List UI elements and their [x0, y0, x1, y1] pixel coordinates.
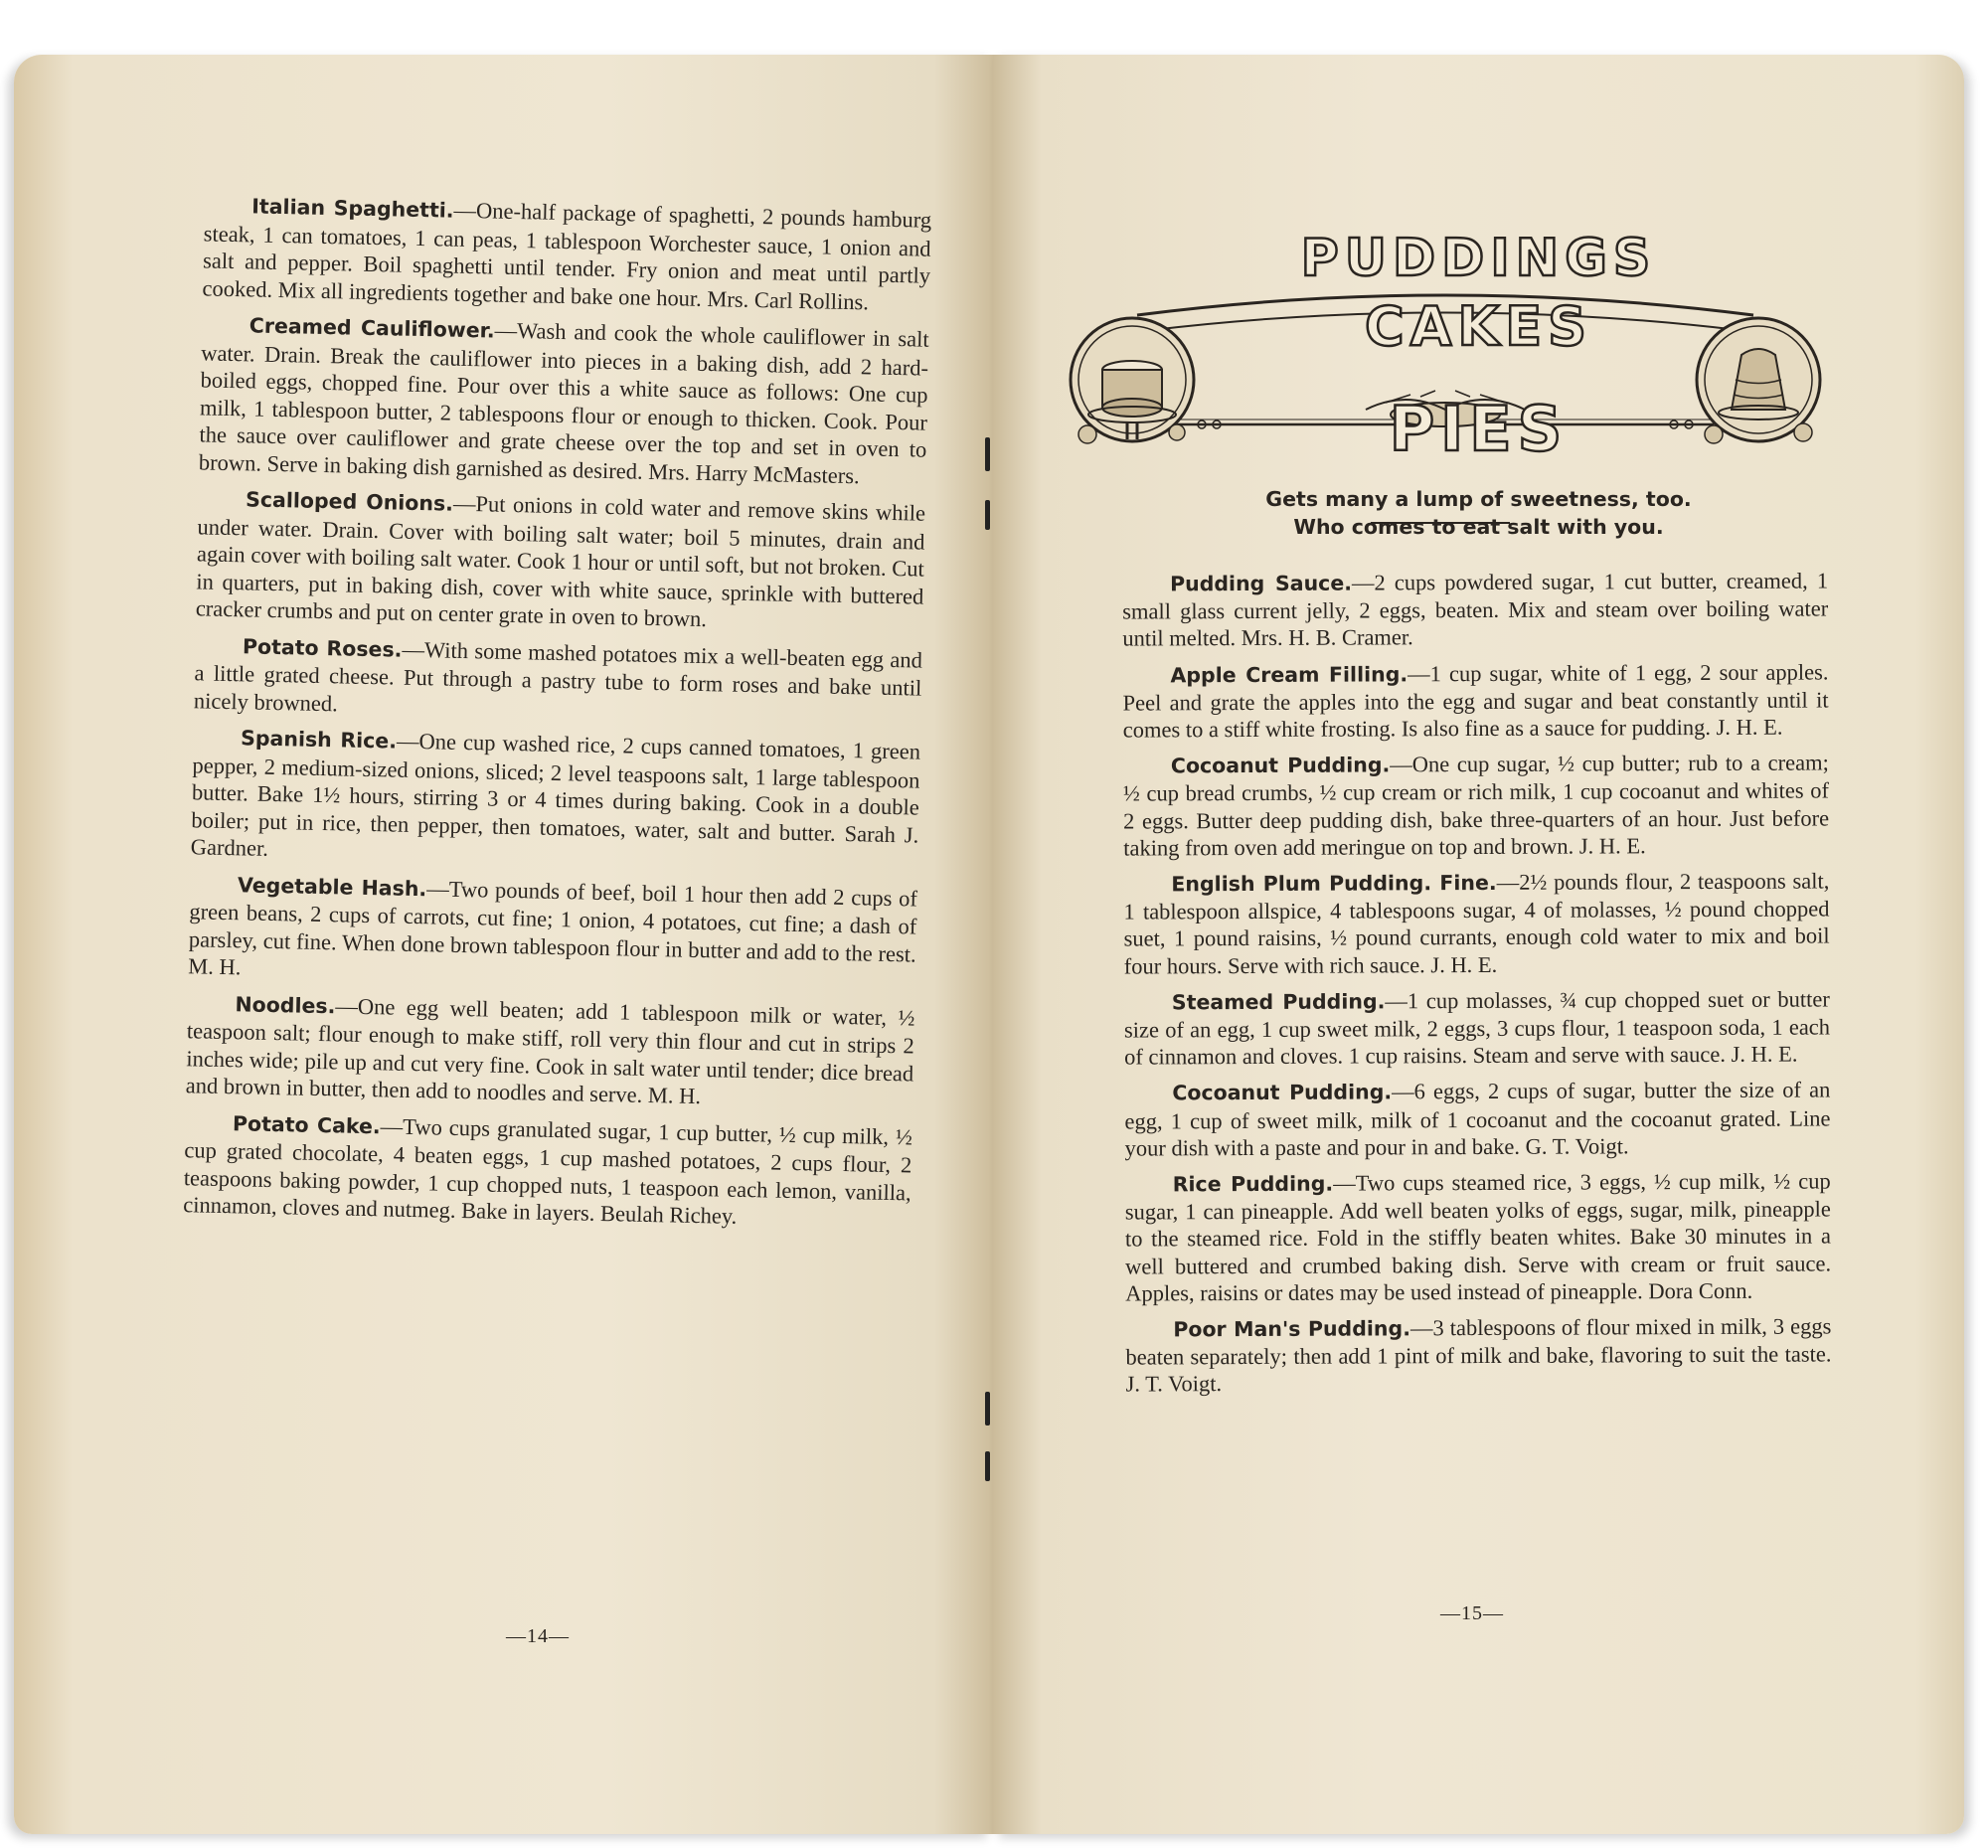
- binding-staple-mark: [985, 1451, 990, 1481]
- recipe: [199, 310, 929, 490]
- heading-line-2: CAKES: [1364, 295, 1593, 358]
- recipe-title: Cocoanut Pudding.: [1172, 1080, 1393, 1105]
- binding-staple-mark: [985, 1392, 990, 1426]
- recipe-text: —2½ pounds flour, 2 teaspoons salt, 1 tablespoon allspice, 4 tablespoons sugar, 4 of molasses, ½ pound chopped suet, 1 pound raisins, ½ pound currants, enough cold water to mix and boil four hours. Serve with rich sauce. J. H. E.: [1123, 868, 1830, 979]
- recipe-title: English Plum Pudding. Fine.: [1171, 870, 1497, 897]
- recipe: [202, 191, 931, 316]
- recipe: [1122, 567, 1828, 652]
- recipe-text: —One egg well beaten; add 1 tablespoon milk or water, ½ teaspoon salt; flour enough to make stiff, roll very thin flour and cut in strips 2 inches wide; pile up and cut very fine. Cook in salt water until tender; dice bread and brown in butter, then add to noodles and serve. M. H.: [185, 992, 915, 1109]
- recipe-title: Italian Spaghetti.: [251, 194, 454, 223]
- verse-line-1: Gets many a lump of sweetness, too.: [1265, 487, 1692, 511]
- recipe-text: —Two pounds of beef, boil 1 hour then add 2 cups of green beans, 2 cups of carrots, cut fine; 1 onion, 4 potatoes, cut fine; a dash of parsley, cut fine. When done brown tablespoon flour in butter and add to the rest. M. H.: [188, 875, 918, 980]
- recipe-text: —Two cups steamed rice, 3 eggs, ½ cup milk, ½ cup sugar, 1 can pineapple. Add well beaten yolks of eggs, sugar, milk, pineapple to the steamed rice. Fold in the stiffly beaten whites. Bake 30 minutes in a well buttered and crumbed baking dish. Serve with cream or fruit sauce. Apples, raisins or dates may be used instead of pineapple. Dora Conn.: [1124, 1168, 1832, 1306]
- left-page: [14, 55, 993, 1834]
- binding-staple-mark: [985, 437, 990, 471]
- left-recipe-column: [183, 191, 932, 1243]
- recipe: [196, 484, 926, 637]
- recipe-text: —3 tablespoons of flour mixed in milk, 3 eggs beaten separately; then add 1 pint of milk and bake, flavoring to suit the taste. J. T. Voigt.: [1125, 1313, 1832, 1398]
- recipe: [1123, 750, 1829, 862]
- recipe: [191, 723, 921, 876]
- heading-line-1: PUDDINGS: [1300, 229, 1657, 288]
- right-recipe-column: [1122, 567, 1832, 1407]
- recipe: [1125, 1168, 1832, 1307]
- recipe-title: Vegetable Hash.: [237, 872, 427, 901]
- recipe-title: Potato Roses.: [242, 633, 403, 662]
- open-book: [14, 55, 1964, 1834]
- recipe: [1124, 1077, 1830, 1162]
- heading-line-3: PIES: [1389, 393, 1569, 465]
- recipe: [185, 989, 914, 1114]
- recipe-title: Steamed Pudding.: [1171, 989, 1386, 1015]
- recipe-title: Noodles.: [235, 991, 336, 1018]
- recipe-text: —1 cup molasses, ¾ cup chopped suet or butter size of an egg, 1 cup sweet milk, 2 eggs, 3 cups flour, 1 teaspoon soda, 1 each of cinnamon and cloves. 1 cup raisins. Steam and serve with sauce. J. H. E.: [1123, 986, 1831, 1070]
- recipe: [1122, 658, 1828, 744]
- recipe: [188, 870, 917, 995]
- recipe-text: —2 cups powdered sugar, 1 cut butter, creamed, 1 small glass current jelly, 2 eggs, beaten. Mix and steam over boiling water until melted. Mrs. H. B. Cramer.: [1122, 568, 1829, 651]
- recipe-text: —6 eggs, 2 cups of sugar, butter the size of an egg, 1 cup of sweet milk, milk of 1 cocoanut and the cocoanut grated. Line your dish with a paste and pour in and bake. G. T. Voigt.: [1124, 1077, 1831, 1161]
- recipe: [1123, 867, 1829, 979]
- recipe-text: —One-half package of spaghetti, 2 pounds hamburg steak, 1 can tomatoes, 1 can peas, 1 tablespoon Worchester sauce, 1 onion and salt and pepper. Boil spaghetti until tender. Fry onion and meat until partly cooked. Mix all ingredients together and bake one hour. Mrs. Carl Rollins.: [202, 197, 932, 314]
- recipe: [194, 631, 923, 730]
- page-number-right: —15—: [1440, 1602, 1504, 1624]
- right-page: [993, 55, 1964, 1834]
- binding-staple-mark: [985, 500, 990, 530]
- recipe-title: Spanish Rice.: [240, 726, 398, 754]
- recipe-text: —Two cups granulated sugar, 1 cup butter, ½ cup milk, ½ cup grated chocolate, 4 beaten eggs, 1 cup mashed potatoes, 2 cups flour, 2 teaspoons baking powder, 1 cup chopped nuts, 1 teaspoon each lemon, vanilla, cinnamon, cloves and nutmeg. Bake in layers. Beulah Richey.: [183, 1112, 913, 1229]
- verse-line-2: Who comes to eat salt with you.: [1293, 515, 1664, 539]
- recipe-title: Apple Cream Filling.: [1170, 661, 1408, 687]
- recipe-text: —One cup washed rice, 2 cups canned tomatoes, 1 green pepper, 2 medium-sized onions, sliced; 2 level teaspoons salt, 1 large tablespoon butter. Bake 1½ hours, stirring 3 or 4 times during baking. Cook in a double boiler; put in rice, then pepper, then tomatoes, water, salt and butter. Sarah J. Gardner.: [190, 728, 921, 861]
- recipe-title: Pudding Sauce.: [1170, 571, 1353, 596]
- recipe-title: Potato Cake.: [232, 1110, 381, 1138]
- recipe: [1125, 1313, 1831, 1399]
- recipe-text: —Wash and cook the whole cauliflower in salt water. Drain. Break the cauliflower into pieces in a baking dish, add 2 hard-boiled eggs, chopped fine. Pour over this a white sauce as follows: One cup milk, 1 tablespoon butter, 2 tablespoons flour or enough to thicken. Cook. Pour the sauce over cauliflower and grate cheese over the top and set in oven to brown. Serve in baking dish garnished as desired. Mrs. Harry McMasters.: [198, 317, 929, 488]
- recipe-text: —With some mashed potatoes mix a well-beaten egg and a little grated cheese. Put through a pastry tube to form roses and bake until nicely browned.: [193, 636, 923, 716]
- recipe: [1124, 985, 1830, 1071]
- recipe-text: —1 cup sugar, white of 1 egg, 2 sour apples. Peel and grate the apples into the egg and sugar and beat constantly until it comes to a stiff white frosting. Is also fine as a sauce for pudding. J. H. E.: [1122, 659, 1829, 743]
- recipe-title: Scalloped Onions.: [245, 487, 454, 516]
- recipe-text: —One cup sugar, ½ cup butter; rub to a cream; ½ cup bread crumbs, ½ cup cream or rich milk, 1 cup cocoanut and whites of 2 eggs. Butter deep pudding dish, bake three-quarters of an hour. Just before taking from oven add meringue on top and brown. J. H. E.: [1122, 750, 1830, 861]
- recipe: [183, 1108, 912, 1234]
- recipe-title: Creamed Cauliflower.: [248, 313, 495, 343]
- recipe-title: Poor Man's Pudding.: [1173, 1316, 1411, 1342]
- recipe-text: —Put onions in cold water and remove skins while under water. Drain. Cover with boiling salt water; boil 5 minutes, drain and again cover with boiling salt water. Cook 1 hour or until soft, but not broken. Cut in quarters, put in baking dish, cover with white sauce, sprinkle with buttered cracker crumbs and put on center grate in oven to brown.: [195, 490, 926, 632]
- recipe-title: Rice Pudding.: [1172, 1171, 1334, 1197]
- recipe-title: Cocoanut Pudding.: [1170, 753, 1391, 778]
- page-number-left: —14—: [506, 1625, 570, 1647]
